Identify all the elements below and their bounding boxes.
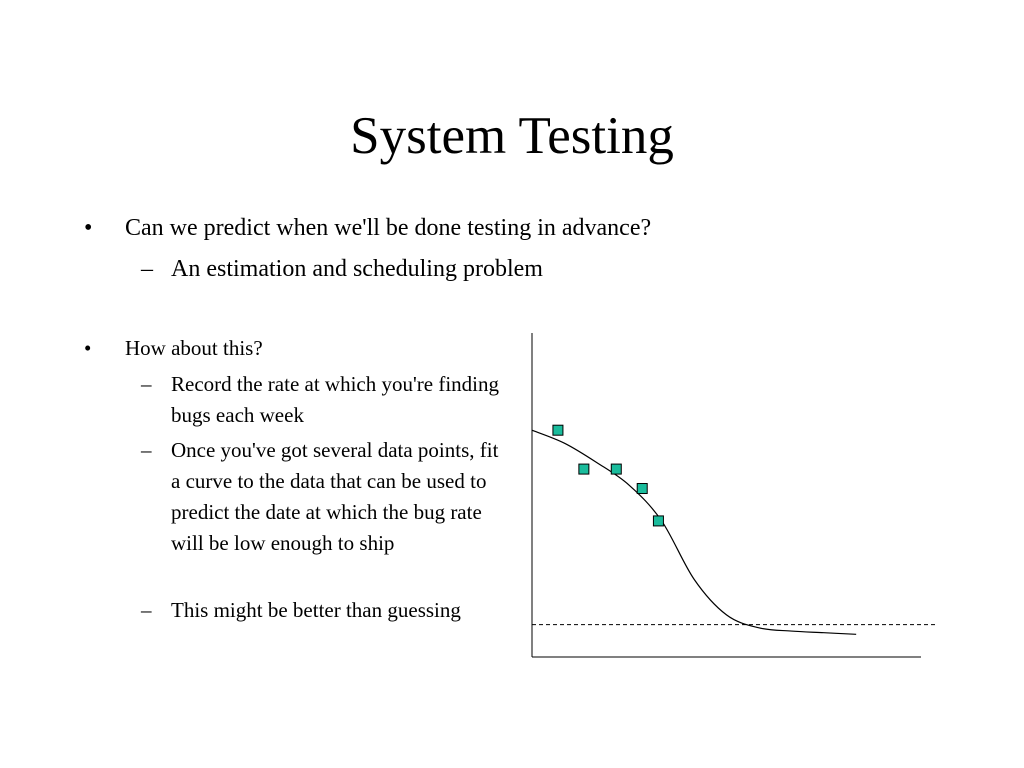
data-point-3 — [611, 464, 621, 474]
bullet-text: Can we predict when we'll be done testing in advance? — [125, 215, 652, 241]
data-point-2 — [579, 464, 589, 474]
dash-marker: – — [141, 372, 152, 396]
sub-bullet-better-than-guessing — [141, 595, 511, 626]
bullet-marker: • — [84, 336, 92, 360]
fit-curve — [532, 430, 856, 634]
dash-marker: – — [141, 438, 152, 462]
sub-bullet-text: Once you've got several data points, fit a curve to the data that can be used to predict the date at which the bug rate will be low enough to ship — [171, 438, 499, 555]
sub-bullet-text: Record the rate at which you're finding bugs each week — [171, 372, 500, 427]
dash-marker: – — [141, 256, 153, 282]
data-point-5 — [653, 516, 663, 526]
sub-bullet-estimation — [141, 254, 781, 284]
dash-marker: – — [141, 598, 152, 622]
sub-bullet-record-rate — [141, 369, 511, 431]
data-points — [553, 425, 663, 526]
sub-bullet-text: This might be better than guessing — [171, 598, 461, 622]
bullet-how-about — [84, 333, 504, 364]
sub-bullet-fit-curve — [141, 435, 511, 559]
sub-bullet-text: An estimation and scheduling problem — [171, 256, 543, 282]
data-point-4 — [637, 484, 647, 494]
bullet-predict — [84, 213, 784, 243]
bullet-text: How about this? — [125, 336, 263, 360]
slide-title: System Testing — [350, 107, 674, 165]
bullet-marker: • — [84, 215, 93, 241]
data-point-1 — [553, 425, 563, 435]
